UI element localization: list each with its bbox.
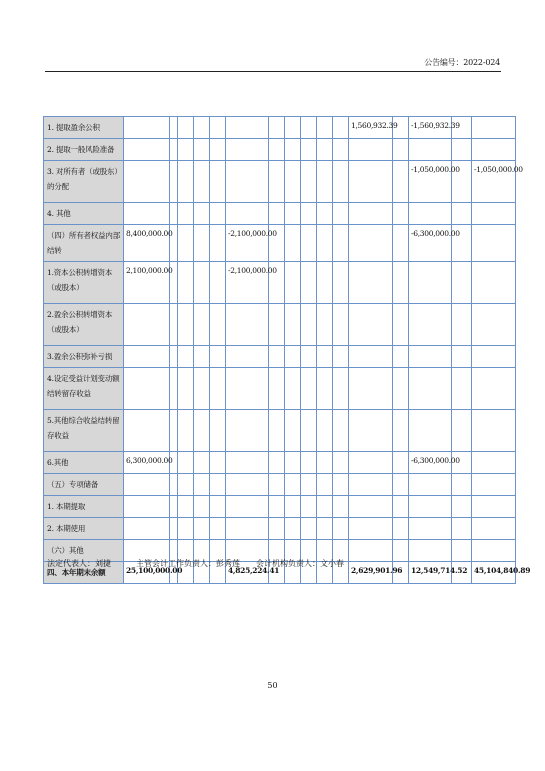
table-cell xyxy=(409,540,452,562)
table-cell xyxy=(349,474,393,496)
table-cell xyxy=(333,203,349,225)
table-cell xyxy=(285,304,301,346)
table-cell xyxy=(393,161,409,203)
table-cell xyxy=(194,262,210,304)
table-cell xyxy=(452,496,472,518)
table-cell xyxy=(333,410,349,452)
table-cell xyxy=(269,496,285,518)
table-cell xyxy=(194,496,210,518)
table-row xyxy=(44,304,516,346)
table-cell xyxy=(226,304,269,346)
table-cell xyxy=(472,346,516,368)
table-cell xyxy=(194,452,210,474)
table-cell xyxy=(124,161,170,203)
row-label: 3.盈余公积弥补亏损 xyxy=(44,346,124,368)
table-cell xyxy=(472,304,516,346)
table-cell xyxy=(317,203,333,225)
table-cell xyxy=(409,518,452,540)
table-cell xyxy=(194,161,210,203)
table-cell xyxy=(333,225,349,262)
row-label: 5.其他综合收益结转留存收益 xyxy=(44,410,124,452)
row-label: 1. 本期提取 xyxy=(44,496,124,518)
table-cell: -2,100,000.00 xyxy=(226,225,269,262)
row-label: 4.设定受益计划变动额结转留存收益 xyxy=(44,368,124,410)
table-cell xyxy=(178,304,194,346)
table-row xyxy=(44,518,516,540)
table-cell xyxy=(210,139,226,161)
table-cell xyxy=(170,518,178,540)
table-cell xyxy=(393,474,409,496)
table-cell xyxy=(393,540,409,562)
table-cell xyxy=(124,346,170,368)
table-cell xyxy=(124,117,170,139)
table-cell xyxy=(194,139,210,161)
table-cell xyxy=(170,496,178,518)
table-cell xyxy=(170,203,178,225)
table-cell xyxy=(317,346,333,368)
table-cell xyxy=(452,474,472,496)
table-cell xyxy=(317,262,333,304)
table-row xyxy=(44,496,516,518)
table-cell xyxy=(178,368,194,410)
row-label: （四）所有者权益内部结转 xyxy=(44,225,124,262)
table-cell xyxy=(210,161,226,203)
table-cell xyxy=(452,518,472,540)
table-row xyxy=(44,203,516,225)
table-cell: -6,300,000.00 xyxy=(409,452,452,474)
table-cell xyxy=(317,225,333,262)
row-label: 1. 提取盈余公积 xyxy=(44,117,124,139)
table-cell xyxy=(333,304,349,346)
table-cell xyxy=(393,304,409,346)
table-cell xyxy=(285,496,301,518)
table-cell: -2,100,000.00 xyxy=(226,262,269,304)
table-cell xyxy=(409,203,452,225)
table-cell xyxy=(269,304,285,346)
table-cell xyxy=(393,496,409,518)
table-cell xyxy=(452,346,472,368)
table-cell xyxy=(269,518,285,540)
table-cell xyxy=(124,474,170,496)
table-cell xyxy=(349,262,393,304)
table-cell: 1,560,932.39 xyxy=(349,117,393,139)
table-cell xyxy=(269,368,285,410)
table-cell xyxy=(194,410,210,452)
table-cell: -1,050,000.00 xyxy=(472,161,516,203)
table-cell xyxy=(226,346,269,368)
table-row xyxy=(44,474,516,496)
table-cell xyxy=(124,203,170,225)
table-cell xyxy=(210,496,226,518)
table-cell xyxy=(210,262,226,304)
table-cell xyxy=(226,452,269,474)
table-cell xyxy=(301,474,317,496)
row-label: 2. 提取一般风险准备 xyxy=(44,139,124,161)
table-cell xyxy=(317,410,333,452)
table-cell xyxy=(393,410,409,452)
row-label: 1.资本公积转增资本（或股本） xyxy=(44,262,124,304)
table-row xyxy=(44,368,516,410)
table-cell xyxy=(349,410,393,452)
row-label: 2.盈余公积转增资本（或股本） xyxy=(44,304,124,346)
announcement-number: 公告编号：2022-024 xyxy=(424,58,500,67)
table-cell xyxy=(317,474,333,496)
accounting-dept-head: 会计机构负责人：文小春 xyxy=(256,559,344,568)
table-cell xyxy=(409,496,452,518)
table-cell xyxy=(178,518,194,540)
table-cell xyxy=(178,474,194,496)
table-cell xyxy=(301,346,317,368)
table-cell xyxy=(349,161,393,203)
table-cell xyxy=(393,139,409,161)
table-cell xyxy=(301,304,317,346)
table-cell xyxy=(452,368,472,410)
table-cell xyxy=(178,346,194,368)
table-cell xyxy=(472,225,516,262)
table-row xyxy=(44,139,516,161)
table-cell xyxy=(124,304,170,346)
row-label: （六）其他 xyxy=(44,540,124,562)
table-cell xyxy=(194,518,210,540)
table-cell xyxy=(472,452,516,474)
table-cell xyxy=(210,474,226,496)
table-cell xyxy=(210,368,226,410)
table-row xyxy=(44,262,516,304)
table-cell xyxy=(301,368,317,410)
table-cell xyxy=(124,410,170,452)
table-cell xyxy=(393,518,409,540)
legal-representative: 法定代表人：刘捷 xyxy=(47,559,111,568)
table-cell xyxy=(349,540,393,562)
table-cell xyxy=(393,203,409,225)
row-label: 3. 对所有者（或股东）的分配 xyxy=(44,161,124,203)
table-row xyxy=(44,117,516,139)
table-cell xyxy=(210,203,226,225)
table-cell xyxy=(301,496,317,518)
table-cell xyxy=(170,304,178,346)
table-cell xyxy=(349,496,393,518)
table-cell xyxy=(285,452,301,474)
table-cell: 4,825,224.41 xyxy=(226,562,269,584)
table-cell xyxy=(333,117,349,139)
table-cell xyxy=(226,410,269,452)
table-cell xyxy=(349,203,393,225)
table-cell xyxy=(301,117,317,139)
table-cell: -1,560,932.39 xyxy=(409,117,452,139)
table-cell xyxy=(194,225,210,262)
table-cell xyxy=(285,161,301,203)
table-cell xyxy=(452,410,472,452)
table-cell xyxy=(333,262,349,304)
table-cell xyxy=(317,139,333,161)
table-cell xyxy=(472,410,516,452)
table-cell xyxy=(452,203,472,225)
table-cell xyxy=(409,346,452,368)
table-cell xyxy=(124,518,170,540)
table-cell xyxy=(178,452,194,474)
table-cell xyxy=(301,203,317,225)
table-cell xyxy=(210,518,226,540)
accounting-head: 主管会计工作负责人：彭秀莲 xyxy=(136,559,240,568)
table-cell xyxy=(269,452,285,474)
table-cell xyxy=(301,139,317,161)
table-cell xyxy=(124,496,170,518)
table-cell xyxy=(269,474,285,496)
table-cell xyxy=(226,139,269,161)
row-label: 2. 本期使用 xyxy=(44,518,124,540)
table-cell xyxy=(409,474,452,496)
table-cell xyxy=(285,203,301,225)
table-cell xyxy=(170,139,178,161)
table-cell: 12,549,714.52 xyxy=(409,562,452,584)
table-row xyxy=(44,452,516,474)
table-cell xyxy=(472,203,516,225)
table-cell xyxy=(226,474,269,496)
table-cell xyxy=(409,139,452,161)
table-cell xyxy=(194,117,210,139)
table-cell xyxy=(317,368,333,410)
row-label: 四、本年期末余额 xyxy=(44,562,124,584)
table-cell xyxy=(333,452,349,474)
table-cell xyxy=(170,474,178,496)
table-cell xyxy=(170,410,178,452)
table-cell xyxy=(285,368,301,410)
table-cell: 25,100,000.00 xyxy=(124,562,170,584)
table-cell xyxy=(333,346,349,368)
table-cell xyxy=(301,262,317,304)
table-cell xyxy=(210,225,226,262)
table-cell xyxy=(170,346,178,368)
table-cell xyxy=(452,304,472,346)
table-cell xyxy=(269,139,285,161)
table-cell xyxy=(349,346,393,368)
table-cell xyxy=(472,518,516,540)
table-cell xyxy=(393,368,409,410)
table-cell xyxy=(472,540,516,562)
table-cell xyxy=(170,117,178,139)
equity-change-table xyxy=(43,116,531,584)
table-cell xyxy=(269,161,285,203)
page-number: 50 xyxy=(267,681,278,690)
table-cell xyxy=(393,262,409,304)
table-cell: 2,100,000.00 xyxy=(124,262,170,304)
table-cell: -6,300,000.00 xyxy=(409,225,452,262)
table-cell xyxy=(301,410,317,452)
table-cell xyxy=(269,117,285,139)
table-cell xyxy=(317,304,333,346)
table-cell xyxy=(285,139,301,161)
table-cell xyxy=(210,452,226,474)
row-label: （五）专项储备 xyxy=(44,474,124,496)
table-cell xyxy=(226,117,269,139)
table-cell xyxy=(333,518,349,540)
table-cell xyxy=(409,410,452,452)
table-cell: 2,629,901.96 xyxy=(349,562,393,584)
table-cell xyxy=(178,225,194,262)
table-cell xyxy=(393,452,409,474)
table-cell xyxy=(210,346,226,368)
table-cell xyxy=(210,410,226,452)
table-cell xyxy=(317,161,333,203)
table-cell xyxy=(349,452,393,474)
table-cell xyxy=(194,304,210,346)
table-cell xyxy=(269,410,285,452)
table-cell xyxy=(409,304,452,346)
table-cell xyxy=(285,474,301,496)
table-cell xyxy=(269,203,285,225)
table-cell xyxy=(285,117,301,139)
table-cell xyxy=(194,203,210,225)
table-cell xyxy=(285,410,301,452)
table-cell xyxy=(124,139,170,161)
table-cell xyxy=(210,117,226,139)
table-cell xyxy=(301,225,317,262)
table-cell xyxy=(317,117,333,139)
table-cell xyxy=(285,225,301,262)
table-cell xyxy=(226,518,269,540)
table-cell xyxy=(178,262,194,304)
table-cell xyxy=(226,496,269,518)
table-cell: 8,400,000.00 xyxy=(124,225,170,262)
table-cell xyxy=(317,452,333,474)
table-cell xyxy=(472,117,516,139)
table-cell xyxy=(472,368,516,410)
table-cell xyxy=(317,518,333,540)
table-cell xyxy=(285,518,301,540)
table-cell xyxy=(452,262,472,304)
table-row xyxy=(44,346,516,368)
table-row xyxy=(44,225,516,262)
table-cell xyxy=(349,304,393,346)
table-cell xyxy=(472,496,516,518)
table-cell xyxy=(226,161,269,203)
table-cell xyxy=(269,346,285,368)
table-cell xyxy=(178,139,194,161)
table-cell xyxy=(285,346,301,368)
table-cell xyxy=(452,540,472,562)
table-cell: 6,300,000.00 xyxy=(124,452,170,474)
table-cell xyxy=(301,518,317,540)
table-cell xyxy=(194,346,210,368)
table-cell xyxy=(124,368,170,410)
table-cell xyxy=(194,474,210,496)
table-cell xyxy=(393,346,409,368)
table-row xyxy=(44,161,516,203)
table-cell xyxy=(333,139,349,161)
table-cell xyxy=(178,117,194,139)
row-label: 6.其他 xyxy=(44,452,124,474)
table-cell xyxy=(210,304,226,346)
table-cell xyxy=(301,161,317,203)
table-cell xyxy=(226,368,269,410)
table-cell xyxy=(333,368,349,410)
table-cell xyxy=(349,139,393,161)
table-cell xyxy=(317,496,333,518)
table-cell xyxy=(349,225,393,262)
table-cell xyxy=(472,139,516,161)
table-cell xyxy=(393,225,409,262)
table-cell xyxy=(452,139,472,161)
table-cell xyxy=(333,496,349,518)
table-cell xyxy=(333,474,349,496)
table-cell xyxy=(194,368,210,410)
table-row xyxy=(44,410,516,452)
table-cell: -1,050,000.00 xyxy=(409,161,452,203)
table-cell xyxy=(349,518,393,540)
table-cell xyxy=(170,368,178,410)
table-cell xyxy=(226,203,269,225)
table-cell xyxy=(409,262,452,304)
table-cell xyxy=(285,262,301,304)
table-cell xyxy=(178,203,194,225)
table-cell: 45,104,840.89 xyxy=(472,562,516,584)
table-cell xyxy=(178,161,194,203)
table-cell xyxy=(170,161,178,203)
row-label: 4. 其他 xyxy=(44,203,124,225)
table-cell xyxy=(301,452,317,474)
header-divider xyxy=(45,71,501,72)
table-cell xyxy=(333,161,349,203)
table-cell xyxy=(472,262,516,304)
table-cell xyxy=(178,410,194,452)
table-cell xyxy=(409,368,452,410)
table-cell xyxy=(178,496,194,518)
table-cell xyxy=(472,474,516,496)
table-cell xyxy=(349,368,393,410)
